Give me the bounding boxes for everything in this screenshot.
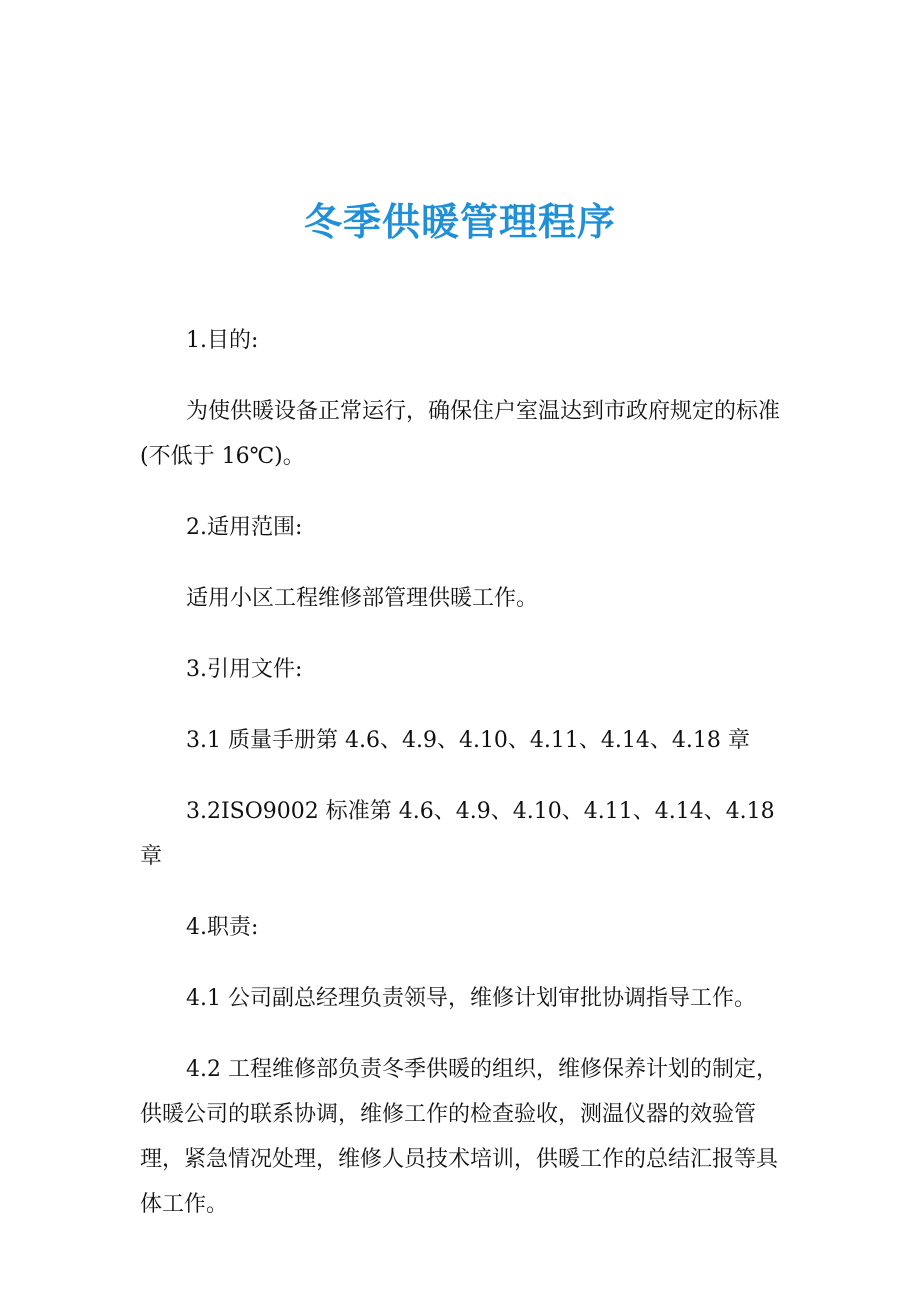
- paragraph-scope: 适用小区工程维修部管理供暖工作。: [186, 586, 539, 611]
- section-heading-purpose: 1.目的:: [186, 328, 259, 353]
- paragraph-reference-3-1: 3.1 质量手册第 4.6、4.9、4.10、4.11、4.14、4.18 章: [186, 728, 750, 753]
- section-heading-scope: 2.适用范围:: [186, 515, 303, 540]
- paragraph-purpose: 为使供暖设备正常运行，确保住户室温达到市政府规定的标准(不低于 16℃)。: [140, 399, 781, 469]
- paragraph-duty-4-2: 4.2 工程维修部负责冬季供暖的组织，维修保养计划的制定，供暖公司的联系协调，维修工作的检查验收，测温仪器的效验管理，紧急情况处理，维修人员技术培训，供暖工作的总结汇报等具体工作。: [140, 1057, 779, 1217]
- section-heading-duties: 4.职责:: [186, 915, 259, 940]
- section-heading-references: 3.引用文件:: [186, 657, 303, 682]
- paragraph-duty-4-1: 4.1 公司副总经理负责领导，维修计划审批协调指导工作。: [186, 986, 756, 1011]
- document-title: 冬季供暖管理程序: [303, 200, 616, 244]
- paragraph-reference-3-2: 3.2ISO9002 标准第 4.6、4.9、4.10、4.11、4.14、4.18 章: [140, 799, 775, 869]
- document-body: [140, 318, 782, 1253]
